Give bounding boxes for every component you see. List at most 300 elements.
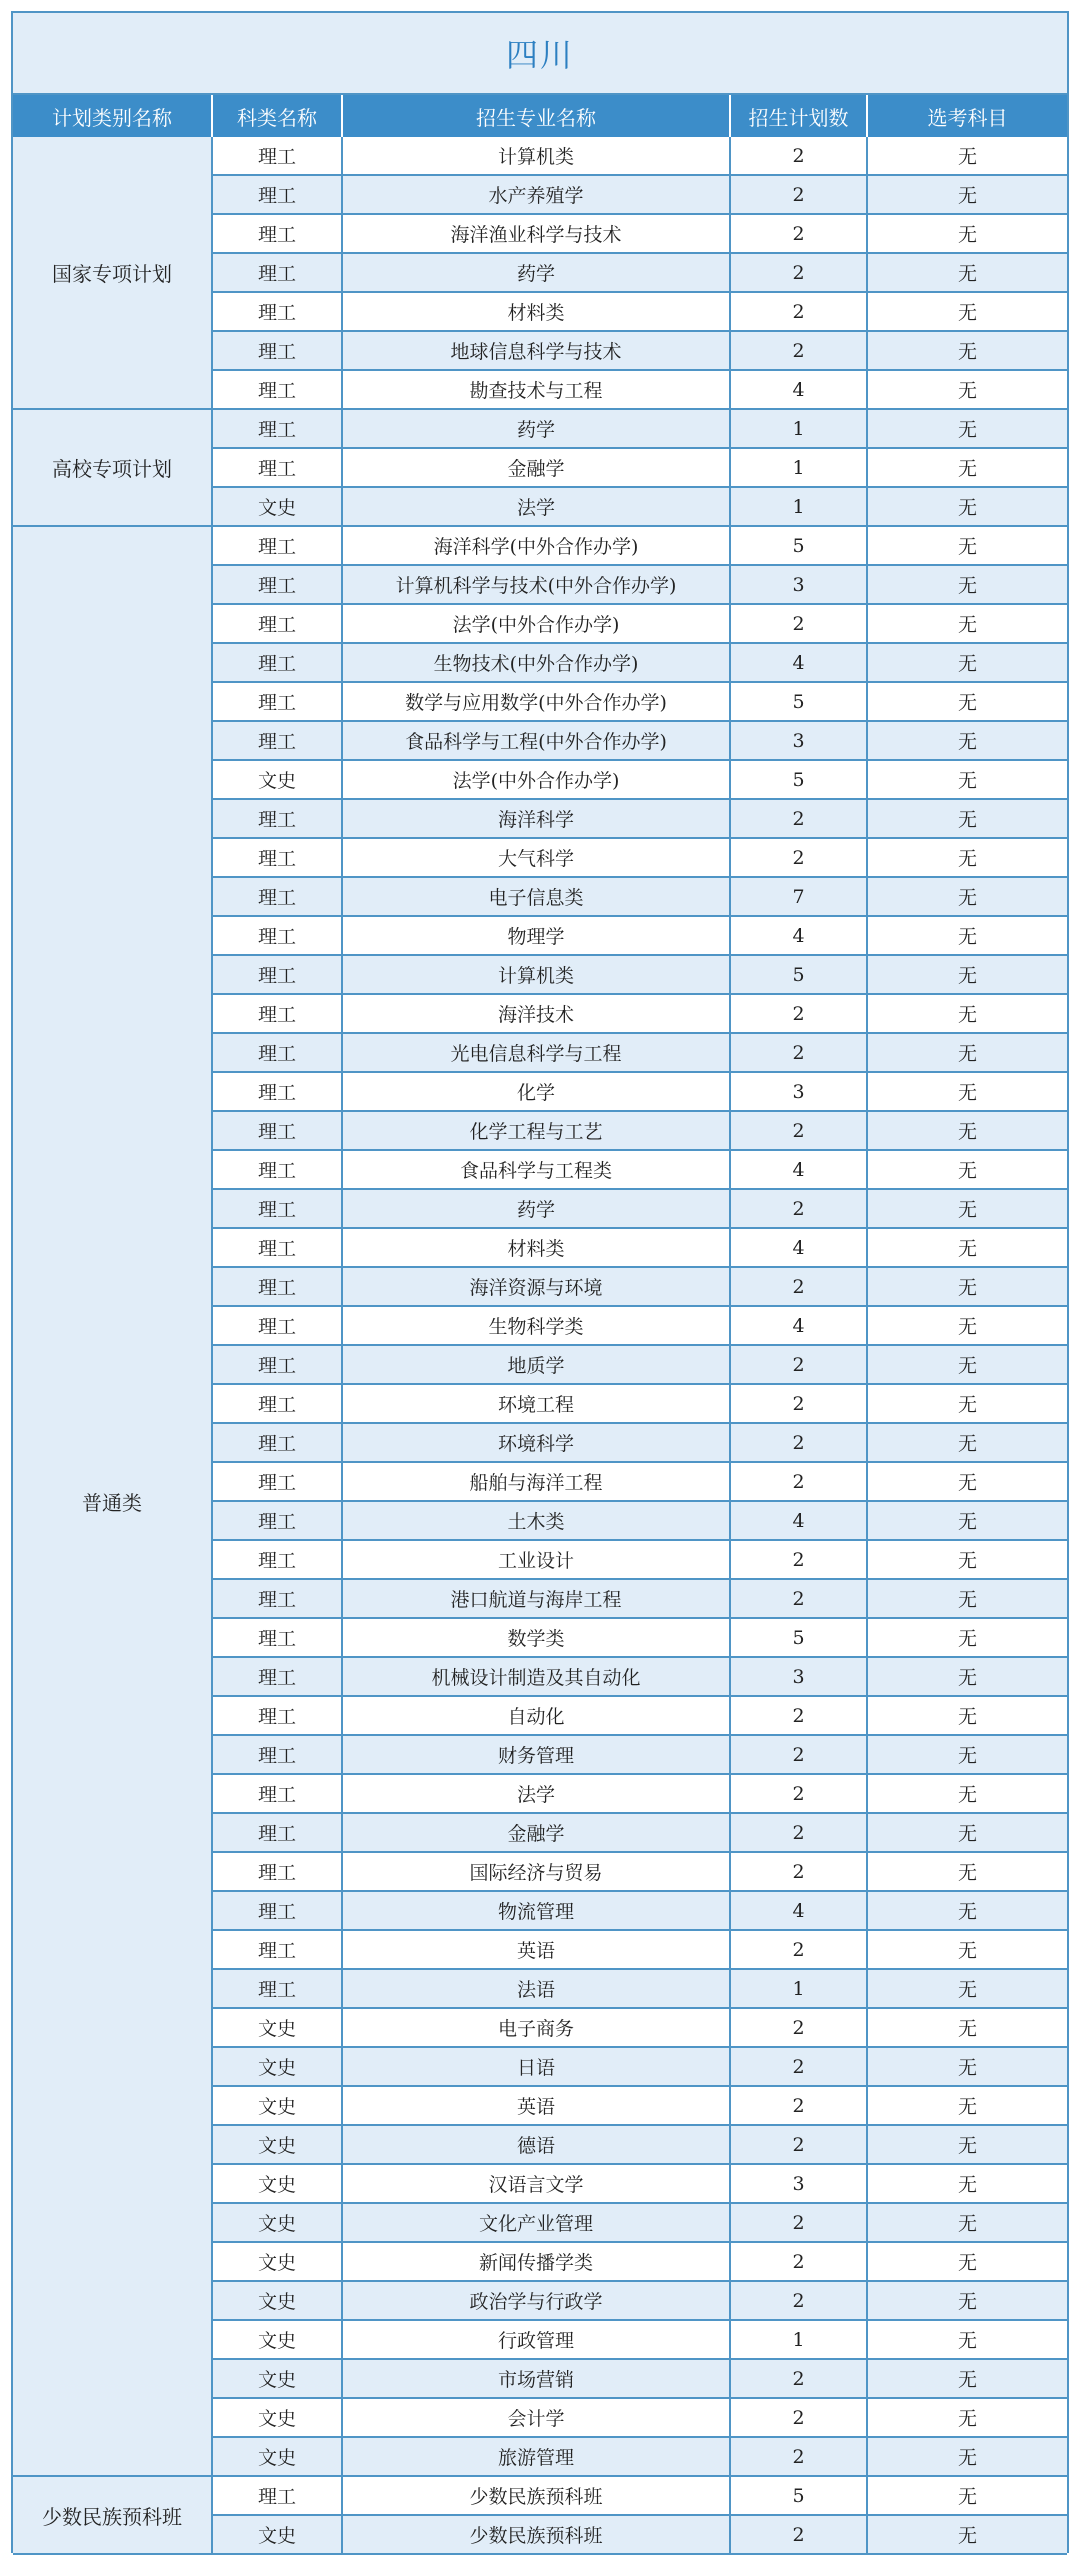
cell-plan-count: 2: [731, 215, 868, 252]
table-row: [213, 176, 1067, 215]
cell-major-name: 市场营销: [343, 2360, 731, 2397]
admission-table: [11, 11, 1069, 2553]
cell-elective: 无: [957, 2135, 977, 2157]
cell-plan-count: 2: [731, 1034, 868, 1071]
cell-major-name: 政治学与行政学: [343, 2282, 731, 2319]
cell-subject-type: 理工: [213, 800, 343, 837]
cell-plan-count: 4: [731, 1151, 868, 1188]
cell-subject-type: 理工: [213, 839, 343, 876]
cell-plan-count: 3: [731, 2165, 868, 2202]
cell-elective: 无: [957, 1511, 977, 1533]
cell-plan-count: 2: [731, 293, 868, 330]
table-row: [213, 1424, 1067, 1463]
table-row: [213, 1931, 1067, 1970]
cell-plan-count: 2: [731, 176, 868, 213]
cell-elective: 无: [957, 185, 977, 207]
cell-major-name: 生物科学类: [343, 1307, 731, 1344]
cell-plan-count: 2: [731, 2126, 868, 2163]
table-row: [213, 1463, 1067, 1502]
cell-major-name: 环境工程: [343, 1385, 731, 1422]
table-row: [213, 1580, 1067, 1619]
table-row: [213, 839, 1067, 878]
cell-major-name: 会计学: [343, 2399, 731, 2436]
cell-plan-count: 2: [731, 1268, 868, 1305]
table-row: [213, 2048, 1067, 2087]
table-row: [213, 488, 1067, 527]
table-row: [213, 215, 1067, 254]
cell-elective: 无: [957, 458, 977, 480]
table-row: [213, 2243, 1067, 2282]
cell-major-name: 物理学: [343, 917, 731, 954]
cell-plan-count: 3: [731, 1073, 868, 1110]
cell-plan-count: 2: [731, 2438, 868, 2475]
cell-major-name: 土木类: [343, 1502, 731, 1539]
cell-major-name: 光电信息科学与工程: [343, 1034, 731, 1071]
cell-subject-type: 理工: [213, 1385, 343, 1422]
cell-elective: 无: [957, 1199, 977, 1221]
cell-plan-count: 2: [731, 2360, 868, 2397]
cell-elective: 无: [957, 1004, 977, 1026]
cell-plan-count: 2: [731, 1697, 868, 1734]
table-row: [213, 995, 1067, 1034]
cell-plan-count: 2: [731, 1814, 868, 1851]
cell-plan-count: 4: [731, 644, 868, 681]
table-row: [213, 1385, 1067, 1424]
cell-subject-type: 文史: [213, 2282, 343, 2319]
cell-plan-count: 2: [731, 1775, 868, 1812]
cell-plan-count: 2: [731, 1385, 868, 1422]
table-row: [213, 1307, 1067, 1346]
group-label: 少数民族预科班: [13, 2477, 213, 2555]
cell-plan-count: 5: [731, 527, 868, 564]
cell-plan-count: 2: [731, 1541, 868, 1578]
table-row: [213, 1658, 1067, 1697]
cell-major-name: 化学工程与工艺: [343, 1112, 731, 1149]
table-row: [213, 1346, 1067, 1385]
cell-subject-type: 理工: [213, 449, 343, 486]
cell-subject-type: 理工: [213, 1619, 343, 1656]
cell-subject-type: 理工: [213, 1541, 343, 1578]
cell-major-name: 港口航道与海岸工程: [343, 1580, 731, 1617]
cell-elective: 无: [957, 731, 977, 753]
cell-elective: 无: [957, 1394, 977, 1416]
cell-plan-count: 2: [731, 137, 868, 174]
table-row: [213, 2477, 1067, 2516]
cell-plan-count: 1: [731, 2321, 868, 2358]
cell-subject-type: 文史: [213, 2126, 343, 2163]
cell-subject-type: 理工: [213, 1502, 343, 1539]
table-row: [213, 1151, 1067, 1190]
cell-elective: 无: [957, 1277, 977, 1299]
cell-subject-type: 理工: [213, 878, 343, 915]
group-label: 国家专项计划: [13, 137, 213, 410]
cell-elective: 无: [957, 2174, 977, 2196]
cell-elective: 无: [957, 536, 977, 558]
cell-subject-type: 文史: [213, 488, 343, 525]
cell-plan-count: 1: [731, 410, 868, 447]
cell-subject-type: 理工: [213, 1190, 343, 1227]
table-row: [213, 683, 1067, 722]
cell-elective: 无: [957, 575, 977, 597]
cell-major-name: 旅游管理: [343, 2438, 731, 2475]
group-label: 高校专项计划: [13, 410, 213, 527]
table-row: [213, 1541, 1067, 1580]
cell-major-name: 物流管理: [343, 1892, 731, 1929]
cell-elective: 无: [957, 1706, 977, 1728]
cell-subject-type: 理工: [213, 1814, 343, 1851]
table-row: [213, 2438, 1067, 2477]
cell-major-name: 法学(中外合作办学): [343, 605, 731, 642]
cell-subject-type: 理工: [213, 1892, 343, 1929]
cell-major-name: 大气科学: [343, 839, 731, 876]
cell-subject-type: 理工: [213, 917, 343, 954]
cell-elective: 无: [957, 2330, 977, 2352]
cell-major-name: 药学: [343, 1190, 731, 1227]
cell-elective: 无: [957, 2018, 977, 2040]
cell-plan-count: 1: [731, 1970, 868, 2007]
cell-subject-type: 理工: [213, 722, 343, 759]
cell-major-name: 国际经济与贸易: [343, 1853, 731, 1890]
cell-major-name: 数学类: [343, 1619, 731, 1656]
cell-plan-count: 1: [731, 449, 868, 486]
table-row: [213, 1229, 1067, 1268]
cell-major-name: 水产养殖学: [343, 176, 731, 213]
cell-elective: 无: [957, 2096, 977, 2118]
cell-plan-count: 4: [731, 1502, 868, 1539]
cell-subject-type: 理工: [213, 1580, 343, 1617]
cell-elective: 无: [957, 419, 977, 441]
cell-major-name: 地质学: [343, 1346, 731, 1383]
header-plan-count: 招生计划数: [731, 95, 868, 137]
table-row: [213, 761, 1067, 800]
table-row: [213, 1853, 1067, 1892]
cell-subject-type: 理工: [213, 215, 343, 252]
cell-major-name: 船舶与海洋工程: [343, 1463, 731, 1500]
cell-plan-count: 2: [731, 1931, 868, 1968]
cell-elective: 无: [957, 1082, 977, 1104]
cell-major-name: 行政管理: [343, 2321, 731, 2358]
table-row: [213, 1814, 1067, 1853]
table-row: [213, 1034, 1067, 1073]
table-row: [213, 332, 1067, 371]
cell-major-name: 少数民族预科班: [343, 2477, 731, 2514]
table-row: [213, 917, 1067, 956]
table-header-row: [13, 95, 1067, 137]
cell-major-name: 药学: [343, 410, 731, 447]
cell-subject-type: 理工: [213, 956, 343, 993]
cell-subject-type: 理工: [213, 995, 343, 1032]
cell-elective: 无: [957, 692, 977, 714]
cell-elective: 无: [957, 1901, 977, 1923]
cell-elective: 无: [957, 1667, 977, 1689]
table-row: [213, 2204, 1067, 2243]
cell-elective: 无: [957, 224, 977, 246]
cell-subject-type: 理工: [213, 332, 343, 369]
cell-subject-type: 理工: [213, 1775, 343, 1812]
cell-subject-type: 理工: [213, 1346, 343, 1383]
cell-major-name: 计算机类: [343, 956, 731, 993]
table-row: [213, 2009, 1067, 2048]
cell-subject-type: 文史: [213, 2321, 343, 2358]
cell-major-name: 环境科学: [343, 1424, 731, 1461]
cell-elective: 无: [957, 1823, 977, 1845]
cell-subject-type: 文史: [213, 2204, 343, 2241]
cell-plan-count: 2: [731, 2087, 868, 2124]
cell-major-name: 材料类: [343, 293, 731, 330]
cell-elective: 无: [957, 1628, 977, 1650]
cell-subject-type: 理工: [213, 1697, 343, 1734]
cell-major-name: 财务管理: [343, 1736, 731, 1773]
cell-elective: 无: [957, 965, 977, 987]
cell-subject-type: 理工: [213, 1424, 343, 1461]
cell-elective: 无: [957, 2291, 977, 2313]
cell-plan-count: 2: [731, 2282, 868, 2319]
cell-subject-type: 理工: [213, 1307, 343, 1344]
cell-plan-count: 5: [731, 761, 868, 798]
cell-elective: 无: [957, 302, 977, 324]
cell-plan-count: 3: [731, 1658, 868, 1695]
cell-major-name: 海洋科学(中外合作办学): [343, 527, 731, 564]
cell-elective: 无: [957, 887, 977, 909]
cell-plan-count: 2: [731, 2204, 868, 2241]
cell-subject-type: 理工: [213, 527, 343, 564]
header-major-name: 招生专业名称: [343, 95, 731, 137]
cell-subject-type: 理工: [213, 410, 343, 447]
table-row: [213, 1970, 1067, 2009]
cell-plan-count: 2: [731, 839, 868, 876]
cell-major-name: 勘查技术与工程: [343, 371, 731, 408]
cell-subject-type: 文史: [213, 2243, 343, 2280]
table-row: [213, 1112, 1067, 1151]
cell-plan-count: 2: [731, 1853, 868, 1890]
cell-elective: 无: [957, 614, 977, 636]
table-row: [213, 878, 1067, 917]
cell-subject-type: 理工: [213, 1463, 343, 1500]
cell-elective: 无: [957, 1472, 977, 1494]
cell-elective: 无: [957, 1160, 977, 1182]
cell-elective: 无: [957, 2369, 977, 2391]
cell-plan-count: 5: [731, 956, 868, 993]
cell-plan-count: 4: [731, 1229, 868, 1266]
cell-elective: 无: [957, 1433, 977, 1455]
cell-plan-count: 1: [731, 488, 868, 525]
cell-subject-type: 理工: [213, 1151, 343, 1188]
group-label: 普通类: [13, 527, 213, 2477]
cell-plan-count: 2: [731, 995, 868, 1032]
cell-major-name: 金融学: [343, 1814, 731, 1851]
cell-subject-type: 文史: [213, 2516, 343, 2553]
table-row: [213, 2321, 1067, 2360]
header-plan-category: 计划类别名称: [13, 95, 213, 137]
cell-plan-count: 5: [731, 683, 868, 720]
table-row: [213, 527, 1067, 566]
cell-plan-count: 2: [731, 1580, 868, 1617]
cell-subject-type: 文史: [213, 2438, 343, 2475]
cell-subject-type: 理工: [213, 1658, 343, 1695]
table-row: [213, 1736, 1067, 1775]
table-row: [213, 1268, 1067, 1307]
cell-major-name: 海洋渔业科学与技术: [343, 215, 731, 252]
cell-plan-count: 2: [731, 1346, 868, 1383]
cell-major-name: 食品科学与工程(中外合作办学): [343, 722, 731, 759]
cell-plan-count: 2: [731, 605, 868, 642]
cell-elective: 无: [957, 1589, 977, 1611]
cell-elective: 无: [957, 341, 977, 363]
cell-elective: 无: [957, 2408, 977, 2430]
table-row: [213, 254, 1067, 293]
cell-subject-type: 文史: [213, 2165, 343, 2202]
cell-elective: 无: [957, 1316, 977, 1338]
cell-major-name: 少数民族预科班: [343, 2516, 731, 2553]
cell-subject-type: 理工: [213, 293, 343, 330]
cell-elective: 无: [957, 2447, 977, 2469]
cell-elective: 无: [957, 146, 977, 168]
table-row: [213, 1892, 1067, 1931]
cell-elective: 无: [957, 1745, 977, 1767]
cell-subject-type: 理工: [213, 1112, 343, 1149]
cell-elective: 无: [957, 2057, 977, 2079]
cell-elective: 无: [957, 1940, 977, 1962]
cell-plan-count: 2: [731, 2516, 868, 2553]
cell-elective: 无: [957, 1979, 977, 2001]
table-row: [213, 566, 1067, 605]
cell-major-name: 自动化: [343, 1697, 731, 1734]
table-row: [213, 1697, 1067, 1736]
table-row: [213, 137, 1067, 176]
table-row: [213, 1190, 1067, 1229]
cell-major-name: 海洋科学: [343, 800, 731, 837]
table-row: [213, 2360, 1067, 2399]
cell-major-name: 法学(中外合作办学): [343, 761, 731, 798]
cell-major-name: 电子信息类: [343, 878, 731, 915]
cell-elective: 无: [957, 926, 977, 948]
cell-subject-type: 理工: [213, 1268, 343, 1305]
cell-elective: 无: [957, 1550, 977, 1572]
cell-major-name: 日语: [343, 2048, 731, 2085]
cell-subject-type: 理工: [213, 1853, 343, 1890]
cell-elective: 无: [957, 1862, 977, 1884]
cell-subject-type: 理工: [213, 644, 343, 681]
cell-subject-type: 理工: [213, 1970, 343, 2007]
cell-plan-count: 5: [731, 1619, 868, 1656]
cell-plan-count: 5: [731, 2477, 868, 2514]
table-row: [213, 644, 1067, 683]
table-row: [213, 1073, 1067, 1112]
cell-subject-type: 文史: [213, 2087, 343, 2124]
cell-plan-count: 2: [731, 800, 868, 837]
table-row: [213, 2165, 1067, 2204]
cell-plan-count: 2: [731, 1112, 868, 1149]
cell-plan-count: 4: [731, 371, 868, 408]
table-row: [213, 956, 1067, 995]
table-row: [213, 1775, 1067, 1814]
cell-plan-count: 2: [731, 2399, 868, 2436]
header-elective: 选考科目: [927, 105, 1008, 130]
cell-elective: 无: [957, 1043, 977, 1065]
cell-elective: 无: [957, 2525, 977, 2547]
cell-major-name: 机械设计制造及其自动化: [343, 1658, 731, 1695]
cell-subject-type: 理工: [213, 254, 343, 291]
cell-plan-count: 2: [731, 1736, 868, 1773]
cell-major-name: 电子商务: [343, 2009, 731, 2046]
cell-major-name: 汉语言文学: [343, 2165, 731, 2202]
cell-plan-count: 4: [731, 917, 868, 954]
cell-elective: 无: [957, 2252, 977, 2274]
cell-major-name: 药学: [343, 254, 731, 291]
cell-major-name: 食品科学与工程类: [343, 1151, 731, 1188]
table-row: [213, 1502, 1067, 1541]
cell-plan-count: 2: [731, 2243, 868, 2280]
cell-elective: 无: [957, 263, 977, 285]
header-subject-type: 科类名称: [213, 95, 343, 137]
cell-plan-count: 2: [731, 2048, 868, 2085]
cell-plan-count: 2: [731, 332, 868, 369]
cell-major-name: 海洋资源与环境: [343, 1268, 731, 1305]
cell-major-name: 德语: [343, 2126, 731, 2163]
cell-major-name: 工业设计: [343, 1541, 731, 1578]
cell-elective: 无: [957, 653, 977, 675]
cell-plan-count: 2: [731, 254, 868, 291]
cell-major-name: 海洋技术: [343, 995, 731, 1032]
table-row: [213, 2087, 1067, 2126]
cell-major-name: 法语: [343, 1970, 731, 2007]
cell-subject-type: 理工: [213, 176, 343, 213]
cell-subject-type: 理工: [213, 605, 343, 642]
cell-subject-type: 理工: [213, 1931, 343, 1968]
table-row: [213, 2282, 1067, 2321]
cell-subject-type: 理工: [213, 1034, 343, 1071]
table-row: [213, 2516, 1067, 2555]
cell-major-name: 法学: [343, 488, 731, 525]
cell-subject-type: 理工: [213, 1736, 343, 1773]
cell-major-name: 计算机科学与技术(中外合作办学): [343, 566, 731, 603]
cell-subject-type: 文史: [213, 2009, 343, 2046]
cell-major-name: 化学: [343, 1073, 731, 1110]
cell-major-name: 材料类: [343, 1229, 731, 1266]
cell-subject-type: 文史: [213, 2048, 343, 2085]
cell-elective: 无: [957, 848, 977, 870]
cell-major-name: 法学: [343, 1775, 731, 1812]
cell-elective: 无: [957, 1355, 977, 1377]
cell-subject-type: 理工: [213, 566, 343, 603]
cell-plan-count: 4: [731, 1892, 868, 1929]
table-row: [213, 800, 1067, 839]
cell-elective: 无: [957, 809, 977, 831]
table-row: [213, 605, 1067, 644]
table-row: [213, 293, 1067, 332]
cell-subject-type: 理工: [213, 1073, 343, 1110]
cell-subject-type: 理工: [213, 1229, 343, 1266]
table-title: 四川: [13, 13, 1067, 95]
table-row: [213, 449, 1067, 488]
cell-subject-type: 文史: [213, 2360, 343, 2397]
cell-elective: 无: [957, 380, 977, 402]
cell-subject-type: 文史: [213, 2399, 343, 2436]
cell-major-name: 金融学: [343, 449, 731, 486]
cell-major-name: 文化产业管理: [343, 2204, 731, 2241]
cell-subject-type: 理工: [213, 2477, 343, 2514]
cell-plan-count: 2: [731, 1463, 868, 1500]
cell-subject-type: 理工: [213, 137, 343, 174]
table-row: [213, 1619, 1067, 1658]
cell-subject-type: 理工: [213, 683, 343, 720]
cell-plan-count: 2: [731, 1190, 868, 1227]
table-row: [213, 410, 1067, 449]
cell-plan-count: 2: [731, 2009, 868, 2046]
cell-plan-count: 2: [731, 1424, 868, 1461]
cell-elective: 无: [957, 2486, 977, 2508]
cell-subject-type: 文史: [213, 761, 343, 798]
